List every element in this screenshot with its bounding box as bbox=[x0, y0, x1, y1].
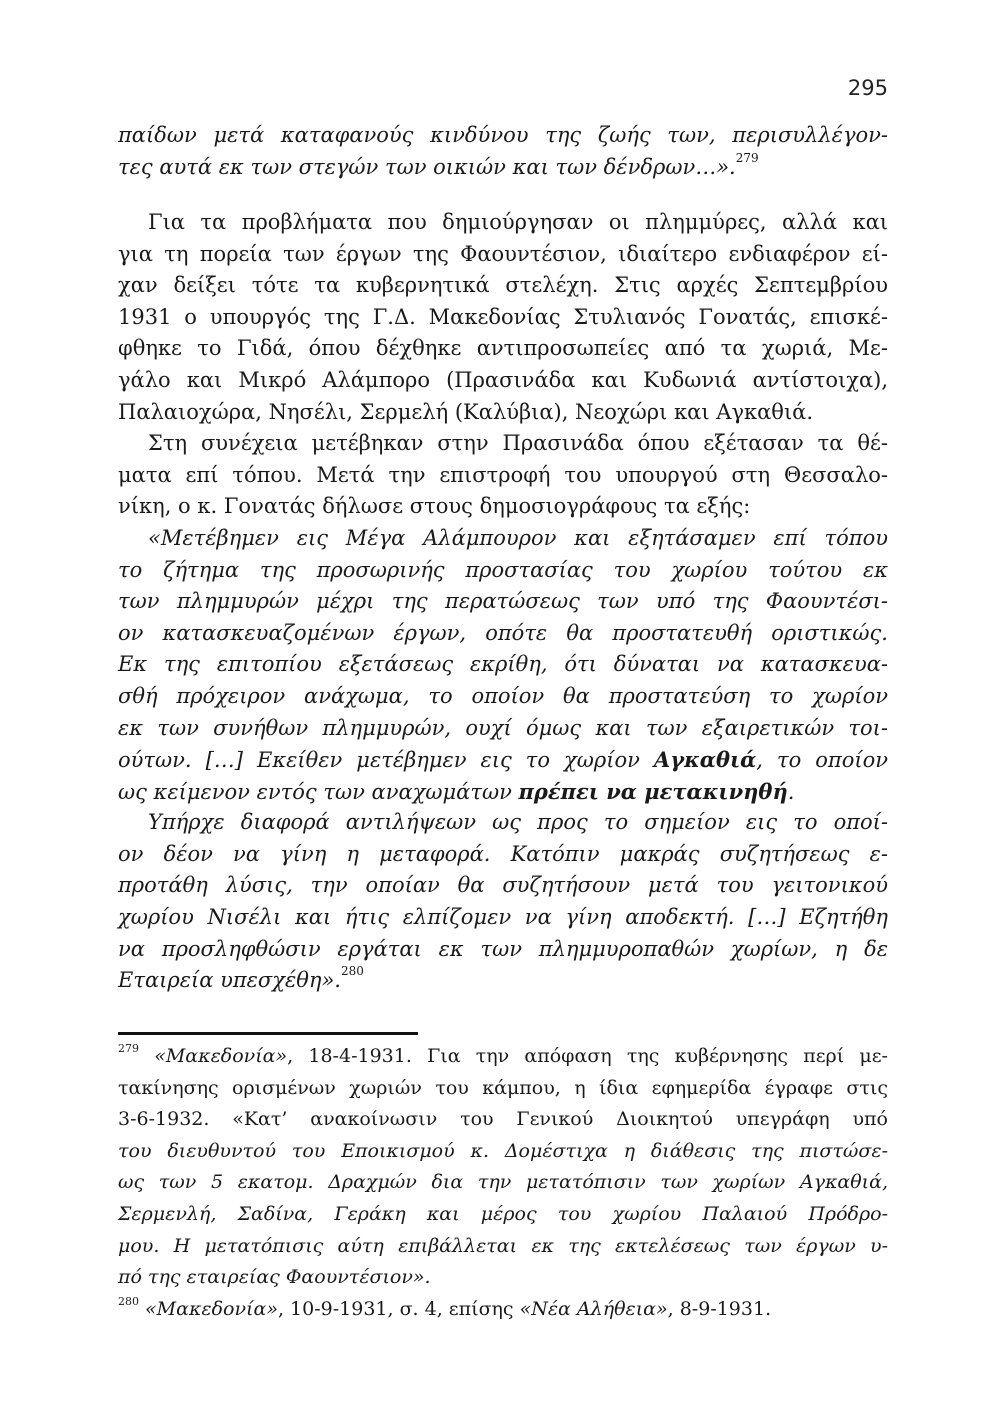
footnote-line: μου. Η μετατόπισις αύτη επιβάλλεται εκ της εκτελέσεως των έργων υ- bbox=[118, 1234, 888, 1257]
quote-line: ον κατασκευαζομένων έργων, οπότε θα προστατευθή οριστικώς. bbox=[118, 620, 888, 645]
bold-phrase: πρέπει να μετακινηθή bbox=[518, 778, 788, 804]
footnotes bbox=[118, 1042, 888, 1326]
footnote-279: $^{279}$ «Μακεδονία», 18-4-1931. Για την απόφαση της κυβέρνησης περί με- bbox=[118, 1042, 888, 1067]
quote-continuation bbox=[118, 120, 888, 183]
page-number: 295 bbox=[847, 76, 888, 100]
quote-line: Εταιρεία υπεσχέθη».$^{280}$ bbox=[118, 964, 364, 993]
quote-line: των πλημμυρών μέχρι της περατώσεως των υπό της Φαουντέσι- bbox=[118, 589, 888, 614]
text-line: γάλο και Μικρό Αλάμπορο (Πρασινάδα και Κυδωνιά αντίστοιχα), bbox=[118, 367, 888, 392]
quote-line: ον δέον να γίνη η μεταφορά. Κατόπιν μακράς συζητήσεως ε- bbox=[118, 841, 888, 866]
quote-line: να προσληφθώσιν εργάται εκ των πλημμυροπαθών χωρίων, η δε bbox=[118, 936, 888, 961]
quote-line: σθή πρόχειρον ανάχωμα, το οποίον θα προστατεύση το χωρίον bbox=[118, 683, 888, 708]
quote-line: Εκ της επιτοπίου εξετάσεως εκρίθη, ότι δύναται να κατασκευα- bbox=[118, 652, 888, 677]
footnote-line: του διευθυντού του Εποικισμού κ. Δομέστιχα η διάθεσις της πιστώσε- bbox=[118, 1139, 888, 1162]
body-text bbox=[118, 207, 888, 997]
text-line: ματα επί τόπου. Μετά την επιστροφή του υπουργού στη Θεσσαλο- bbox=[118, 462, 888, 487]
text-line: τες αυτά εκ των στεγών των οικιών και των δένδρων…».$^{279}$ bbox=[118, 150, 759, 179]
text-line: χαν δείξει τότε τα κυβερνητικά στελέχη. Στις αρχές Σεπτεμβρίου bbox=[118, 273, 888, 298]
footnote-line: τακίνησης ορισμένων χωριών του κάμπου, η ίδια εφημερίδα έγραφε στις bbox=[118, 1076, 888, 1099]
text-line: νίκη, ο κ. Γονατάς δήλωσε στους δημοσιογράφους τα εξής: bbox=[118, 494, 751, 519]
quote-line: ούτων. […] Εκείθεν μετέβημεν εις το χωρίον Αγκαθιά, το οποίον bbox=[118, 747, 888, 773]
footnote-line: Σερμενλή, Σαδίνα, Γεράκη και μέρος του χωρίου Παλαιού Πρόδρο- bbox=[118, 1202, 888, 1225]
text-line: Στη συνέχεια μετέβηκαν στην Πρασινάδα όπου εξέτασαν τα θέ- bbox=[148, 431, 888, 456]
footnote-line: 3-6-1932. «Κατ’ ανακοίνωσιν του Γενικού Διοικητού υπεγράφη υπό bbox=[118, 1108, 888, 1131]
text-line: παίδων μετά καταφανούς κινδύνου της ζωής των, περισυλλέγον- bbox=[118, 123, 888, 147]
text-line: Παλαιοχώρα, Νησέλι, Σερμελή (Καλύβια), Νεοχώρι και Αγκαθιά. bbox=[118, 399, 814, 424]
text-line: 1931 ο υπουργός της Γ.Δ. Μακεδονίας Στυλιανός Γονατάς, επισκέ- bbox=[118, 304, 888, 329]
text-line: για τη πορεία των έργων της Φαουντέσιον, ιδιαίτερο ενδιαφέρον εί- bbox=[118, 241, 888, 266]
quote-line: εκ των συνήθων πλημμυρών, ουχί όμως και των εξαιρετικών τοι- bbox=[118, 715, 888, 740]
quote-line: το ζήτημα της προσωρινής προστασίας του χωρίου τούτου εκ bbox=[118, 557, 888, 582]
text-line: Για τα προβλήματα που δημιούργησαν οι πλημμύρες, αλλά και bbox=[148, 210, 888, 234]
footnote-divider bbox=[118, 1032, 418, 1035]
quote-line: «Μετέβημεν εις Μέγα Αλάμπουρον και εξητάσαμεν επί τόπου bbox=[148, 525, 888, 550]
quote-line: χωρίου Νισέλι και ήτις ελπίζομεν να γίνη αποδεκτή. […] Εζητήθη bbox=[118, 905, 888, 930]
quote-line: Υπήρχε διαφορά αντιλήψεων ως προς το σημείον εις το οποί- bbox=[148, 810, 888, 835]
footnote-ref-279[interactable]: 279 bbox=[735, 150, 759, 165]
text-line: φθηκε το Γιδά, όπου δέχθηκε αντιπροσωπείες από τα χωριά, Με- bbox=[118, 336, 888, 361]
quote-line: προτάθη λύσις, την οποίαν θα συζητήσουν μετά του γειτονικού bbox=[118, 873, 888, 898]
footnote-280: $^{280}$ «Μακεδονία», 10-9-1931, σ. 4, επίσης «Νέα Αλήθεια», 8-9-1931. bbox=[118, 1294, 772, 1320]
footnote-line: ως των 5 εκατομ. Δραχμών δια την μετατόπισιν των χωρίων Αγκαθιά, bbox=[118, 1171, 888, 1194]
bold-village-name: Αγκαθιά bbox=[653, 747, 757, 773]
footnote-ref-280[interactable]: 280 bbox=[340, 964, 364, 979]
quote-line: ως κείμενον εντός των αναχωμάτων πρέπει να μετακινηθή. bbox=[118, 778, 795, 804]
footnote-line: πό της εταιρείας Φαουντέσιον». bbox=[118, 1266, 431, 1289]
